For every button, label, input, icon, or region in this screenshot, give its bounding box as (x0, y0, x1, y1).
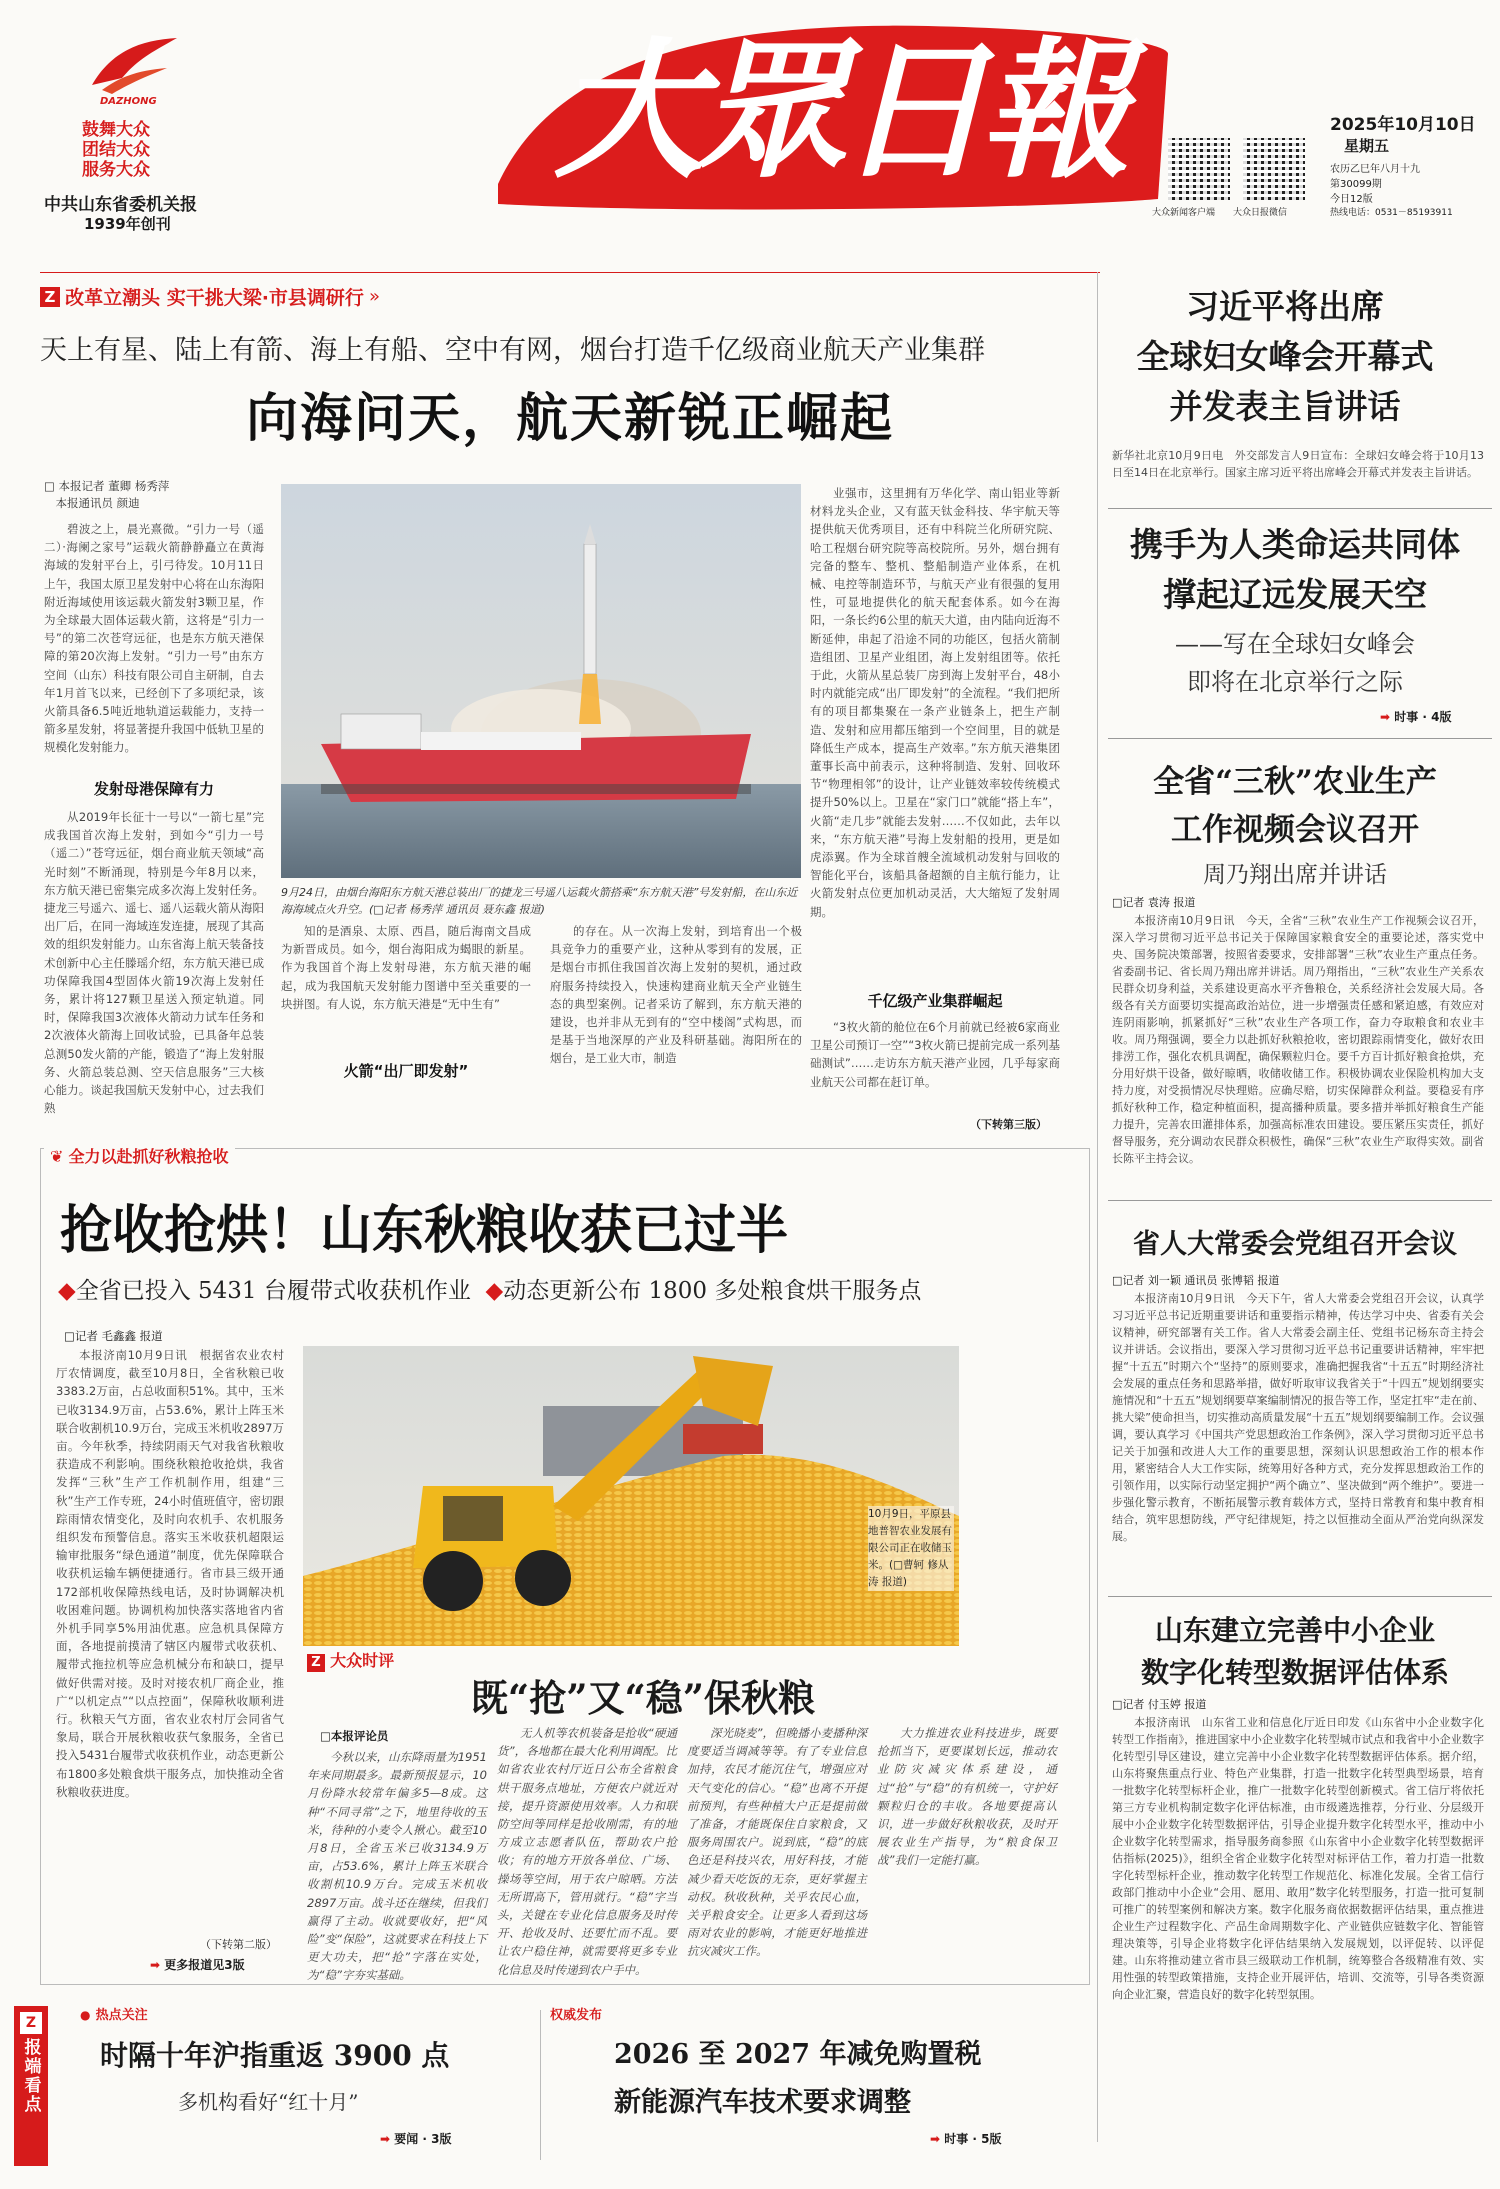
rocket-photo-caption: 9月24日，由烟台海阳东方航天港总装出厂的捷龙三号遥八运载火箭搭乘“东方航天港”号发射船，在山东近海海域点火升空。(□记者 杨秀萍 通讯员 聂东鑫 报道) (281, 886, 798, 916)
arrow-right-icon: ➡ (150, 1958, 161, 1972)
teaser2-title1: 2026 至 2027 年减免购置税 (614, 2039, 982, 2070)
right-h3-byline: □记者 袁涛 报道 (1112, 896, 1196, 909)
wheat-icon: ❦ (50, 1147, 64, 1166)
issue-pages: 今日12版 (1330, 194, 1373, 205)
lead-col4-text: 业强市，这里拥有万华化学、南山铝业等新材料龙头企业，又有蓝天钛金科技、华宇航天等提供航天优秀项目，还有中科院兰化所研究院、哈工程烟台研究院等高校院所。另外，烟台拥有完备的整车、整机、整船制造产业体系，在机械、电控等制造环节，与航天产业有很强的复用性，可显地提供化的航天配套体系。如今在海阳，一条长约6公里的航天大道，由内陆向近海不断延伸，串起了沿途不同的功能区，包括火箭制造组团、卫星产业组团，海上发射组团等。依托于此，火箭从星总装厂房到海上发射平台，48小时内就能完成“出厂即发射”的全流程。“我们把所有的项目都集聚在一条产业链条上，把生产制造、发射和应用都压缩到一个空间里，目的就是降低生产成本，提高生产效率。”东方航天港集团董事长高中前表示，这种将制造、发射、回收环节“物理相邻”的设计，让产业链效率较传统模式提升50%以上。卫星在“家门口”就能“搭上车”，火箭“走几步”就能去发射……不仅如此，去年以来，“东方航天港”号海上发射船的投用，更是如虎添翼。作为全球首艘全流域机动发射与回收的智能化平台，该船具备超额的自主航行能力，让火箭发射点位更加机动灵活，大大缩短了发射周期。 (810, 486, 1060, 919)
masthead (0, 0, 1500, 238)
right-h5-line: 数字化转型数据评估体系 (1140, 1656, 1449, 1689)
chevron-right-icon: » (369, 286, 381, 307)
right-h2 (1100, 520, 1490, 620)
lead-col1 (44, 520, 264, 784)
right-h4-byline: □记者 刘一颖 通讯员 张博韬 报道 (1112, 1274, 1280, 1287)
masthead-red-block (478, 14, 1178, 214)
right-h5-line: 山东建立完善中小企业 (1154, 1614, 1435, 1647)
more-reports-text: 更多报道见3版 (164, 1958, 245, 1972)
lead-col3-text: 的存在。从一次海上发射，到培育出一个极具竞争力的重要产业，这种从零到有的发展，正是烟台市抓住我国首次海上发射的契机，通过政府服务持续投入，快速构建商业航天全产业链生态的典型案例。记者采访了解到，东方航天港的建设，也并非从无到有的“空中楼阁”式构思，而是基于当地深厚的产业及科研基础。海阳所在的烟台，是工业大市，制造 (550, 924, 802, 1066)
issue-lunar: 农历乙巳年八月十九 (1330, 164, 1420, 175)
harvest-headline: 抢收抢烘！山东秋粮收获已过半 (60, 1200, 789, 1261)
issue-date: 2025年10月10日 (1330, 115, 1476, 135)
square-icon: □ (320, 1729, 331, 1743)
teaser1[interactable] (80, 2000, 520, 2170)
lead-subhead1: 发射母港保障有力 (93, 780, 214, 798)
comment-title: 既“抢”又“稳”保秋粮 (470, 1676, 816, 1720)
right-h1-body: 新华社北京10月9日电 外交部发言人9日宣布：全球妇女峰会将于10月13日至14日在北京举行。国家主席习近平将出席峰会开幕式并发表主旨讲话。 (1112, 449, 1484, 479)
lead-headline: 向海问天，航天新锐正崛起 (245, 388, 894, 449)
right-rule (1108, 738, 1492, 739)
lead-col1b (44, 808, 264, 1138)
right-h4: 省人大常委会党组召开会议 (1133, 1229, 1457, 1260)
more-reports-link[interactable] (150, 1956, 245, 1973)
teaser-side-label (14, 2006, 48, 2166)
lead-col1b-text: 从2019年长征十一号以“一箭七星”完成我国首次海上发射，到如今“引力一号（遥二）”苍穹远征，烟台商业航天领域“高光时刻”不断涌现，特别是今年8月以来，东方航天港已密集完成多次海上发射任务。捷龙三号遥六、遥七、遥八运载火箭从海阳出厂后，在同一海域连发连捷，展现了其高效的组织发射能力。山东省海上航天装备技术创新中心主任滕瑶介绍，东方航天港已成功保障我国4型固体火箭19次海上发射任务，累计将127颗卫星送入预定轨道。同时，保障我国3次液体火箭动力试车任务和2次液体火箭海上回收试验，已具备年总装总测50发火箭的产能，锻造了“海上发射服务、火箭总装总测、空天信息服务”三大核心能力。谈起我国航天发射中心，过去我们熟 (44, 810, 264, 1116)
founded: 1939年创刊 (84, 215, 171, 233)
organ: 中共山东省委机关报 (44, 195, 197, 215)
teaser2-ref-link[interactable] (930, 2130, 1002, 2147)
right-h1-line: 全球妇女峰会开幕式 (1136, 337, 1434, 376)
teaser2-tag (550, 2004, 602, 2023)
teaser1-title: 时隔十年沪指重返 3900 点 (100, 2039, 450, 2072)
harvest-body-text: 本报济南10月9日讯 根据省农业农村厅农情调度，截至10月8日，全省秋粮已收3383.2万亩，占总收面积51%。其中，玉米已收3134.9万亩，占53.6%，累计上阵玉米联合收割机10.9万台，完成玉米机收2897万亩。今年秋季，持续阴雨天气对我省秋粮收获造成不利影响。围绕秋粮抢收抢烘，我省发挥“三秋”生产工作机制作用，组建“三秋”生产工作专班，24小时值班值守，密切跟踪雨情农情变化，及时向农机手、农机服务组织发布预警信息。落实玉米收获机超限运输审批服务“绿色通道”制度，优先保障联合收获机运输车辆便捷通行。省市县三级开通172部机收保障热线电话，及时协调解决机收困难问题。协调机构加快落实落地省内省外机手同享5%用油优惠。应急机具保障方面，各地提前摸清了辖区内履带式收获机、履带式拖拉机等应急机械分布和缺口，提早做好供需对接。及时对接农机厂商企业，推广“以机定点”“以点控面”，保障秋收顺利进行。秋粮天气方面，省农业农村厅会同省气象局，联合开展秋粮收获气象服务，全省已投入5431台履带式收获机作业，动态更新公布1800多处粮食烘干服务点，加快推动全省秋粮收获进度。 (56, 1348, 284, 1799)
harvest-tag-text: 全力以赴抓好秋粮抢收 (68, 1147, 229, 1166)
teaser1-tag-text: 热点关注 (95, 2008, 148, 2023)
right-h2-line: 撑起辽远发展天空 (1163, 575, 1427, 614)
teaser-divider (540, 2010, 541, 2160)
comment-col1-text: 今秋以来，山东降雨量为1951年来同期最多。最新预报显示，10月份降水较常年偏多5—8成。这种“不同寻常”之下，地里待收的玉米，待种的小麦令人揪心。截至10月8日，全省玉米已收3134.9万亩，占53.6%，累计上阵玉米联合收割机10.9万台。完成玉米机收2897万亩。战斗还在继续，但我们赢得了主动。收就要收好，把“风险”变“保险”，这就要求在科技上下更大功夫，把“抢”字落在实处，为“稳”字夯实基础。 (307, 1750, 487, 1983)
teaser1-ref-link[interactable] (380, 2130, 452, 2147)
comment-author (320, 1728, 388, 1744)
issue-weekday: 星期五 (1344, 137, 1390, 155)
corn-harvest-photo (303, 1346, 959, 1646)
comment-col1 (307, 1748, 487, 1983)
teaser1-tag (80, 2004, 148, 2023)
right-h1 (1110, 282, 1460, 432)
masthead-title: 大眾日報 (553, 23, 1122, 199)
lead-col2-text: 知的是酒泉、太原、西昌，随后海南文昌成为新晋成员。如今，烟台海阳成为蝎眼的新星。作为我国首个海上发射母港，东方航天港的崛起，成为我国航天发射能力图谱中至关重要的一块拼图。有人说，东方航天港是“无中生有” (281, 924, 531, 1011)
hotline: 热线电话：0531－85193911 (1330, 208, 1453, 218)
logo (82, 30, 182, 110)
lead-col4b (810, 1018, 1060, 1110)
arrow-right-icon: ➡ (930, 2132, 941, 2146)
teaser2-ref: 时事 · 5版 (944, 2132, 1002, 2146)
right-column-divider (1097, 272, 1098, 2142)
rocket-launch-photo (281, 484, 801, 878)
comment-col2-text: 无人机等农机装备是抢收“硬通货”，各地都在最大化利用调配。比如省农业农村厅近日公布全省粮食烘干服务点地址，方便农户就近对接，提升资源使用效率。人力和联防空间等同样是抢收刚需，有的地方成立志愿者队伍，帮助农户抢收；有的地方开放各单位、广场、操场等空间，用于农户晾晒。方法无所谓高下，管用就行。“稳”字当头，关键在专业化信息服务及时传开、抢收及时、还要忙而不乱。要让农户稳住神，就需要将更多专业化信息及时传递到农户手中。 (497, 1726, 677, 1977)
right-h3-body-text: 本报济南10月9日讯 今天，全省“三秋”农业生产工作视频会议召开，深入学习贯彻习近平总书记关于保障国家粮食安全的重要论述，落实党中央、国务院决策部署，按照省委要求，安排部署“三秋”农业生产重点任务。省委副书记、省长周乃翔出席并讲话。周乃翔指出，“三秋”农业生产关系农民群众切身利益，关系建设更高水平齐鲁粮仓，关系经济社会发展大局。各级各有关方面要切实提高政治站位，进一步增强责任感和紧迫感，有效应对连阴雨影响，抓紧抓好“三秋”农业生产各项工作，奋力夺取粮食和农业丰收。周乃翔强调，要全力以赴抓好秋粮抢收，密切跟踪雨情变化，做好农田排涝工作，强化农机具调配，确保颗粒归仓。要千方百计抓好粮食抢烘，充分用好烘干设备，做好晾晒，收储收储工作。积极协调农业保险机构加大支持力度，对受损情况尽快理赔。应确尽赔，切实保障群众利益。要稳妥有序抓好秋种工作，稳定种植面积，提高播种质量。要多措并举抓好粮食生产能力提升，完善农田灌排体系，加强高标准农田建设。要压紧压实责任，抓好督导服务，充分调动农民群众积极性，确保“三秋”农业生产取得实效。副省长陈平主持会议。 (1112, 914, 1484, 1165)
right-h4-body (1112, 1290, 1484, 1590)
arrow-right-icon: ➡ (380, 2132, 391, 2146)
right-h5-byline: □记者 付玉婷 报道 (1112, 1698, 1207, 1711)
comment-col4-text: 大力推进农业科技进步，既要抢抓当下，更要谋划长远，推动农业防灾减灾体系建设，通过“抢”与“稳”的有机统一，守护好颗粒归仓的丰收。各地要提高认识，进一步做好秋粮收获，及时开展农业生产指导，为“粮食保卫战”我们一定能打赢。 (877, 1726, 1057, 1868)
comment-col2 (497, 1724, 677, 1977)
z-icon: Z (20, 2012, 42, 2034)
qr1-label: 大众新闻客户端 (1152, 208, 1216, 218)
lead-continued: （下转第三版） (970, 1118, 1047, 1131)
right-h3-line: 工作视频会议召开 (1171, 812, 1419, 848)
lead-subhead2: 火箭“出厂即发射” (343, 1062, 469, 1080)
logo-text: DAZHONG (100, 96, 157, 107)
teaser2-title2: 新能源汽车技术要求调整 (614, 2087, 911, 2118)
teaser-side-text: 报端看点 (20, 2038, 41, 2114)
harvest-tag (44, 1144, 235, 1167)
z-icon: Z (40, 287, 60, 307)
slogan: 鼓舞大众 (82, 120, 150, 140)
right-h5-body (1112, 1714, 1484, 2144)
right-h2-ref-link[interactable] (1380, 708, 1452, 725)
arrow-right-icon: ➡ (1380, 710, 1391, 724)
right-h5-body-text: 本报济南讯 山东省工业和信息化厅近日印发《山东省中小企业数字化转型工作指南》，推进国家中小企业数字化转型城市试点和我省中小企业数字化转型引导区建设，建立完善中小企业数字化转型数据评估体系。据介绍，山东将聚焦重点行业、特色产业集群，打造一批数字化转型典型场景，培育一批数字化转型标杆企业，推广一批数字化转型创新模式。省工信厅将依托第三方专业机构制定数字化评估标准，由市级遴选推荐，分行业、分层级开展中小企业数字化转型数据评估，引导企业提升数字化转型水平，推动中小企业数字化转型需求，指导服务商参照《山东省中小企业数字化转型数据评估指标(2025)》，组织全省企业数字化转型对标评估工作，着力打造一批数字化转型标杆企业，推动数字化转型工作规范化、标准化发展。全省工信行政部门推动中小企业“会用、愿用、敢用”数字化转型服务，打造一批可复制可推广的转型案例和解决方案。数字化服务商依据数据评估结果，重点推进企业生产过程数字化、产品生命周期数字化、产业链供应链数字化、智能管理决策等，引导企业将数字化评估结果纳入发展规划，以评促转、以评促建。山东将推动建立省市县三级联动工作机制，统筹整合各级精准有效、实用性强的转型政策措施，支持企业开展评估，培训、交流等，引导各类资源向企业汇聚，营造良好的数字化转型氛围。 (1112, 1716, 1484, 2001)
diamond-icon: ◆ (485, 1278, 504, 1304)
slogan: 服务大众 (82, 160, 150, 180)
lead-col4 (810, 484, 1060, 982)
harvest-byline: □记者 毛鑫鑫 报道 (64, 1329, 163, 1343)
right-rule (1108, 1596, 1492, 1597)
right-h3-sub: 周乃翔出席并讲话 (1203, 862, 1387, 888)
z-icon: Z (307, 1654, 325, 1672)
comment-col3 (687, 1724, 867, 1970)
harvest-body (56, 1346, 284, 1930)
right-rule (1108, 508, 1492, 509)
right-h2-sub-line: 即将在北京举行之际 (1187, 668, 1403, 696)
lead-byline: □ 本报记者 董卿 杨秀萍 本报通讯员 颜迪 (44, 479, 170, 510)
teaser2[interactable] (550, 2000, 1070, 2170)
right-h1-line: 并发表主旨讲话 (1169, 387, 1401, 426)
comment-author-text: 本报评论员 (330, 1729, 389, 1743)
lead-subhead3: 千亿级产业集群崛起 (867, 992, 1003, 1010)
right-h2-sub-line: ——写在全球妇女峰会 (1175, 630, 1415, 658)
lead-col2 (281, 922, 531, 1030)
right-h4-body-text: 本报济南10月9日讯 今天下午，省人大常委会党组召开会议，认真学习习近平总书记近期重要讲话和重要指示精神，传达学习中央、省委有关会议精神，研究部署有关工作。省人大常委会副主任、党组书记杨东奇主持会议并讲话。会议指出，要深入学习贯彻习近平总书记重要讲话精神，牢牢把握“十五五”时期六个“坚持”的原则要求，准确把握我省“十五五”时期经济社会发展的重点任务和思路举措，做好听取审议我省关于“十四五”规划纲要实施情况和“十五五”规划纲要草案编制情况的报告等工作，坚定扛牢“走在前、挑大梁”使命担当，切实推动高质量发展“十五五”规划纲要编制工作。会议强调，要认真学习《中国共产党思想政治工作条例》，深入学习贯彻习近平总书记关于加强和改进人大工作的重要思想，深刻认识思想政治工作的根本作用，紧密结合人大工作实际，统筹用好各种方式，充分发挥思想政治工作的引领作用，以实际行动坚定拥护“两个确立”、坚决做到“两个维护”。要进一步强化警示教育，不断拓展警示教育载体方式，坚持日常教育和集中教育相结合，筑牢思想防线，严守纪律规矩，持之以恒推动全面从严治党向纵深发展。 (1112, 1292, 1484, 1543)
teaser1-sub: 多机构看好“红十月” (178, 2090, 359, 2114)
right-h3-line: 全省“三秋”农业生产 (1153, 764, 1437, 800)
lead-kicker: 天上有星、陆上有箭、海上有船、空中有网，烟台打造千亿级商业航天产业集群 (40, 335, 985, 366)
lead-column-tag (40, 283, 380, 310)
comment-col3-text: 深光晓麦”，但晚播小麦播种深度要适当调减等等。有了专业信息加持，农民才能沉住气，增强应对天气变化的信心。“稳”也离不开提前预判，有些种植大户正是提前做了准备，才能既保住自家粮食，又服务周围农户。说到底，“稳”的底色还是科技兴农，用好科技，才能减少看天吃饭的无奈，更好掌握主动权。秋收秋种，关乎农民心血，关乎粮食安全。让更多人看到这场雨对农业的影响，才能更好地推进抗灾减灾工作。 (687, 1726, 867, 1959)
right-h5 (1100, 1610, 1490, 1694)
issue-number: 第30099期 (1330, 179, 1382, 190)
corn-photo-caption: 10月9日，平原县地普智农业发展有限公司正在收储玉米。(□曹轲 修从涛 报道) (868, 1506, 954, 1591)
right-h2-ref: 时事 · 4版 (1394, 710, 1452, 724)
rocket-photo-svg (281, 484, 801, 878)
comment-tag-text: 大众时评 (330, 1651, 395, 1670)
right-h1-line: 习近平将出席 (1186, 287, 1384, 326)
top-rule (40, 272, 1100, 273)
harvest-continued: （下转第二版） (200, 1938, 277, 1951)
corn-photo-svg (303, 1346, 959, 1646)
right-h3-body (1112, 912, 1484, 1192)
slogans (82, 120, 150, 180)
lead-col4b-text: “3枚火箭的舱位在6个月前就已经被6家商业卫星公司预订一空”“3枚火箭已提前完成一系列基础测试”……走访东方航天港产业园，几乎每家商业航天公司都在赶订单。 (810, 1020, 1060, 1089)
lead-col3 (550, 922, 802, 1140)
logo-bird-icon (82, 30, 182, 100)
right-h3 (1100, 758, 1490, 854)
slogan: 团结大众 (82, 140, 150, 160)
harvest-bullet2: 动态更新公布 1800 多处粮食烘干服务点 (503, 1278, 922, 1304)
bullet-icon: ● (80, 2008, 91, 2022)
qr-code-app (1168, 138, 1230, 200)
qr2-label: 大众日报微信 (1233, 208, 1288, 218)
right-h2-sub (1100, 625, 1490, 701)
diamond-icon: ◆ (58, 1278, 76, 1304)
issue-info (1330, 110, 1490, 218)
right-rule (1108, 1200, 1492, 1201)
right-h2-line: 携手为人类命运共同体 (1130, 525, 1460, 564)
harvest-bullet1: 全省已投入 5431 台履带式收获机作业 (75, 1278, 471, 1304)
teaser2-tag-text: 权威发布 (550, 2008, 603, 2023)
harvest-bullets (58, 1272, 921, 1305)
qr-code-wechat (1243, 138, 1305, 200)
teaser1-ref: 要闻 · 3版 (394, 2132, 452, 2146)
lead-col1-text: 碧波之上，晨光熹微。“引力一号（遥二）·海阑之家号”运载火箭静静矗立在黄海海域的发射平台上，引弓待发。10月11日上午，我国太原卫星发射中心将在山东海阳附近海域使用该运载火箭发射3颗卫星，作为全球最大固体运载火箭，这将是“引力一号”的第二次苍穹远征，也是东方航天港保障的第20次海上发射。“引力一号”由东方空间（山东）科技有限公司自主研制，自去年1月首飞以来，已经创下了多项纪录，该火箭具备6.5吨近地轨道运载能力，支持一箭多星发射，将显著提升我国中低轨卫星的规模化发射能力。 (44, 522, 264, 755)
comment-col4 (877, 1724, 1057, 1970)
lead-tag-text: 改革立潮头 实干挑大梁·市县调研行 (65, 287, 364, 309)
